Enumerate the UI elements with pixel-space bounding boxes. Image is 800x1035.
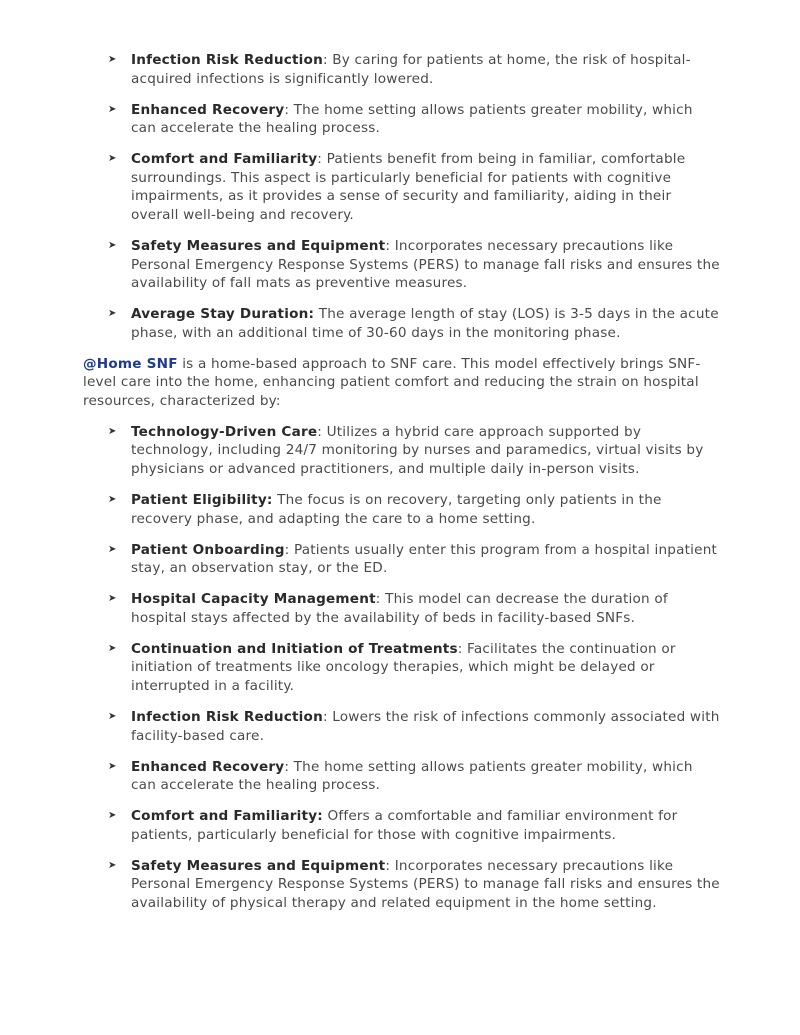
arrow-bullet-icon: ➤ <box>108 642 117 654</box>
home-snf-brand: @Home SNF <box>83 355 178 372</box>
arrow-bullet-icon: ➤ <box>108 760 117 772</box>
item-title: Average Stay Duration: <box>131 306 315 323</box>
item-title: Technology-Driven Care <box>131 423 318 440</box>
list-item <box>83 305 720 342</box>
item-title: Enhanced Recovery <box>131 758 285 775</box>
list-item <box>83 857 720 913</box>
item-title: Safety Measures and Equipment <box>131 857 386 874</box>
item-text: : Patients benefit from being in familiar, comfortable surroundings. This aspect is particularly beneficial for patients with cognitive impairments, as it provides a sense of security and familiarity, aiding in their overall well-being and recovery. <box>131 151 686 223</box>
list-item <box>83 150 720 224</box>
item-title: Comfort and Familiarity <box>131 151 318 168</box>
list-item <box>83 423 720 479</box>
list-item <box>83 758 720 795</box>
arrow-bullet-icon: ➤ <box>108 308 117 320</box>
item-text: Offers a comfortable and familiar environment for patients, particularly beneficial for those with cognitive impairments. <box>131 808 678 843</box>
arrow-bullet-icon: ➤ <box>108 710 117 722</box>
arrow-bullet-icon: ➤ <box>108 425 117 437</box>
item-title: Comfort and Familiarity: <box>131 808 323 825</box>
arrow-bullet-icon: ➤ <box>108 494 117 506</box>
home-snf-paragraph <box>83 355 720 411</box>
arrow-bullet-icon: ➤ <box>108 153 117 165</box>
item-text: The average length of stay (LOS) is 3-5 days in the acute phase, with an additional time of 30-60 days in the monitoring phase. <box>131 306 719 341</box>
item-text: : The home setting allows patients greater mobility, which can accelerate the healing process. <box>131 758 693 794</box>
arrow-bullet-icon: ➤ <box>108 543 117 555</box>
item-title: Infection Risk Reduction <box>131 52 323 68</box>
item-text: : Facilitates the continuation or initiation of treatments like oncology therapies, which might be delayed or interrupted in a facility. <box>131 640 676 694</box>
item-text: : The home setting allows patients greater mobility, which can accelerate the healing process. <box>131 101 693 137</box>
paragraph-text: is a home-based approach to SNF care. This model effectively brings SNF-level care into the home, enhancing patient comfort and reducing the strain on hospital resources, characterized by: <box>83 355 701 409</box>
item-title: Hospital Capacity Management <box>131 591 376 608</box>
list-item <box>83 590 720 627</box>
item-title: Patient Onboarding <box>131 541 285 558</box>
item-text: : Incorporates necessary precautions like Personal Emergency Response Systems (PERS) to manage fall risks and ensures the availability of fall mats as preventive measures. <box>131 237 720 292</box>
item-text: : Incorporates necessary precautions like Personal Emergency Response Systems (PERS) to manage fall risks and ensures the availability of physical therapy and related equipment in the home setting. <box>131 857 720 911</box>
arrow-bullet-icon: ➤ <box>108 239 117 251</box>
item-title: Infection Risk Reduction <box>131 708 323 725</box>
item-title: Continuation and Initiation of Treatments <box>131 640 458 657</box>
list-item <box>83 640 720 696</box>
list-item <box>83 807 720 844</box>
arrow-bullet-icon: ➤ <box>108 810 117 822</box>
item-text: : Utilizes a hybrid care approach supported by technology, including 24/7 monitoring by nurses and paramedics, virtual visits by physicians or advanced practitioners, and multiple daily in-person visits. <box>131 423 704 478</box>
item-title: Patient Eligibility: <box>131 492 273 509</box>
home-snf-characteristics-list <box>83 423 720 913</box>
list-item <box>83 51 720 88</box>
arrow-bullet-icon: ➤ <box>108 859 117 871</box>
item-text: The focus is on recovery, targeting only patients in the recovery phase, and adapting the care to a home setting. <box>131 492 662 527</box>
arrow-bullet-icon: ➤ <box>108 54 117 65</box>
item-title: Safety Measures and Equipment <box>131 237 386 254</box>
list-item <box>83 541 720 578</box>
list-item <box>83 101 720 138</box>
arrow-bullet-icon: ➤ <box>108 103 117 115</box>
list-item <box>83 237 720 293</box>
item-text: : By caring for patients at home, the risk of hospital-acquired infections is significantly lowered. <box>131 52 691 87</box>
item-title: Enhanced Recovery <box>131 101 285 118</box>
item-text: : Lowers the risk of infections commonly associated with facility-based care. <box>131 708 720 744</box>
list-item <box>83 708 720 745</box>
item-text: : This model can decrease the duration of hospital stays affected by the availability of beds in facility-based SNFs. <box>131 591 668 626</box>
arrow-bullet-icon: ➤ <box>108 593 117 605</box>
list-item <box>83 491 720 528</box>
item-text: : Patients usually enter this program from a hospital inpatient stay, an observation stay, or the ED. <box>131 541 718 577</box>
benefits-list-home-hospital <box>83 51 720 342</box>
